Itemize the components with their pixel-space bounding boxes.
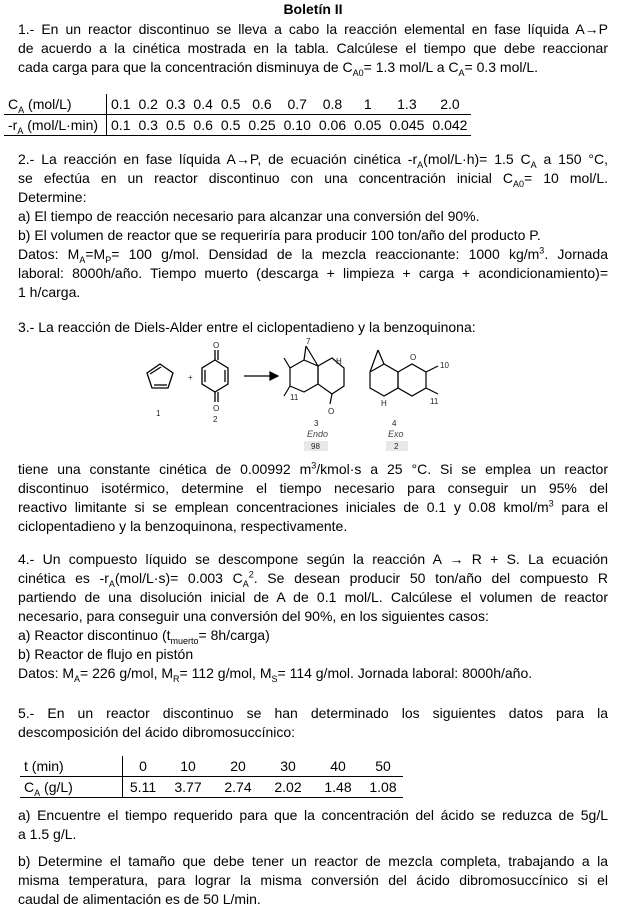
atom-11-label: 11 — [290, 393, 299, 402]
endo-caption: Endo — [307, 429, 329, 439]
table-row-label: t (min) — [20, 756, 123, 777]
exo-adduct-structure — [370, 350, 438, 396]
compound-1-label: 1 — [156, 409, 161, 418]
atom-7-label: 7 — [306, 338, 311, 346]
table-cell: 0.5 — [217, 94, 244, 115]
problem-4-line-3: partiendo de una disolución inicial de A de 0.1 mol/L. Calcúlese el volumen de reactor — [18, 589, 608, 605]
oxygen-label-bottom: O — [213, 404, 220, 413]
compound-2-label: 2 — [213, 415, 218, 424]
table-cell: 0.5 — [217, 115, 244, 136]
table-row — [4, 115, 471, 136]
problem-2-line-2: se efectúa en un reactor discontinuo con una concentración inicial $C_{A0}= 10$ mol/L. — [18, 170, 608, 189]
problem-3-line-3: discontinuo isotérmico, determine el tiempo necesario para conseguir un 95% del — [18, 480, 608, 496]
table-cell: 2.0 — [428, 94, 471, 115]
kinetics-table — [4, 94, 471, 136]
atom-10-label: 10 — [440, 361, 449, 370]
problem-2-line-5: b) El volumen de reactor que se requeriría para producir 100 ton/año del producto P. — [18, 227, 541, 243]
compound-3-label: 3 — [314, 419, 319, 428]
problem-2-line-1: 2.- La reacción en fase líquida A→P, de ecuación cinética $-r_A(mol/L\cdot h)= 1.5$ $C_A$ a 150 °C, — [18, 151, 608, 170]
problem-5-line-3: a) Encuentre el tiempo requerido para que la concentración del ácido se reduzca de 5g/L — [18, 807, 608, 823]
problem-2-line-6: Datos: $M_A=M_P= 100$ g/mol. Densidad de la mezcla reaccionante: 1000 $kg/m^3$. Jornada — [18, 245, 609, 265]
problem-5-questions — [18, 806, 608, 844]
problem-2-line-7: laboral: 8000h/año. Tiempo muerto (descarga + limpieza + carga + acondicionamiento)= — [18, 265, 608, 281]
problem-5-line-2: descomposición del ácido dibromosuccínico: — [18, 724, 296, 740]
oxygen-label: O — [328, 407, 335, 416]
cyclopentadiene-structure — [147, 364, 173, 388]
problem-4 — [18, 550, 608, 683]
benzoquinone-structure — [202, 350, 228, 402]
table-cell: 0.042 — [428, 115, 471, 136]
problem-4-line-5: a) Reactor discontinuo ($t_{muerto}=$ 8h/carga) — [18, 627, 270, 646]
problem-4-line-2: cinética es $-r_A(mol/L\cdot s)= 0.003$ $C_A^2$. Se desean producir 50 ton/año del compuesto R — [18, 569, 609, 589]
table-row-label: $-r_A$ (mol/L·min) — [4, 115, 107, 136]
problem-5 — [18, 704, 608, 742]
table-cell: 0.8 — [315, 94, 350, 115]
problem-5-questions-b — [18, 852, 608, 909]
table-cell: 0.1 — [107, 115, 135, 136]
table-cell: 0.1 — [107, 94, 135, 115]
page-title: Boletín II — [283, 1, 343, 17]
problem-1 — [18, 20, 608, 77]
table-cell: 2.74 — [213, 777, 263, 798]
problem-4-line-7: Datos: $M_A= 226$ g/mol, $M_R= 112$ g/mol, $M_S= 114$ g/mol. Jornada laboral: 8000h/año. — [18, 665, 533, 684]
exo-oxygen-label: O — [410, 353, 417, 362]
table-cell: 1.3 — [385, 94, 428, 115]
table-cell: 1.48 — [313, 777, 363, 798]
table-cell: 40 — [313, 756, 363, 777]
hydrogen-label: H — [336, 357, 342, 366]
table-cell: 10 — [163, 756, 213, 777]
problem-4-line-4: necesario, para conseguir una conversión del 90%, en los siguientes casos: — [18, 608, 489, 624]
problem-2-line-8: 1 h/carga. — [18, 284, 81, 300]
compound-4-label: 4 — [392, 419, 397, 428]
problem-5-line-4: a 1.5 g/L. — [18, 826, 77, 842]
problem-2-line-4: a) El tiempo de reacción necesario para alcanzar una conversión del 90%. — [18, 208, 480, 224]
table-cell: 0.4 — [189, 94, 216, 115]
table-cell: 30 — [263, 756, 313, 777]
exo-caption: Exo — [388, 429, 404, 439]
endo-yield: 98 — [311, 442, 320, 451]
table-cell: 0.10 — [280, 115, 315, 136]
reaction-arrow — [244, 372, 278, 380]
table-cell: 0.045 — [385, 115, 428, 136]
problem-3-line-1: 3.- La reacción de Diels-Alder entre el ciclopentadieno y la benzoquinona: — [18, 319, 476, 335]
problem-1-line-3: cada carga para que la concentración disminuya de $C_{A0}= 1.3$ mol/L a $C_A= 0.3$ mol/L. — [18, 59, 539, 78]
problem-3-intro — [18, 318, 608, 337]
problem-2 — [18, 150, 608, 302]
problem-1-line-2: de acuerdo a la cinética mostrada en la tabla. Calcúlese el tiempo que debe reaccionar — [18, 40, 608, 56]
table-cell: 5.11 — [123, 777, 164, 798]
table-cell: 0.5 — [162, 115, 189, 136]
table-row — [20, 756, 403, 777]
problem-3-line-4: reactivo limitante si se emplean concentraciones iniciales de 0.1 y 0.08 kmol/$m^3$ para el — [18, 498, 608, 515]
table-cell: 2.02 — [263, 777, 313, 798]
table-cell: 0.06 — [315, 115, 350, 136]
problem-3-line-5: ciclopentadieno y la benzoquinona, respectivamente. — [18, 518, 348, 534]
exo-yield: 2 — [394, 442, 399, 451]
table-cell: 3.77 — [163, 777, 213, 798]
problem-5-line-6: misma temperatura, para lograr la misma conversión del ácido dibromosuccínico si el — [18, 872, 608, 888]
table-cell: 0.05 — [350, 115, 385, 136]
concentration-table — [20, 756, 403, 798]
oxygen-label-top: O — [213, 341, 220, 350]
problem-4-line-1: 4.- Un compuesto líquido se descompone según la reacción A → R + S. La ecuación — [18, 551, 608, 567]
table-cell: 0.25 — [244, 115, 279, 136]
problem-5-line-7: caudal de alimentación es de 50 L/min. — [18, 891, 261, 907]
exo-atom-11-label: 11 — [430, 397, 439, 406]
table-row-label: $C_A$ (g/L) — [20, 777, 123, 798]
problem-2-line-3: Determine: — [18, 189, 87, 205]
exo-hydrogen-label: H — [381, 399, 387, 408]
table-cell: 0 — [123, 756, 164, 777]
problem-1-line-1: 1.- En un reactor discontinuo se lleva a cabo la reacción elemental en fase líquida A→P — [18, 21, 608, 37]
table-row — [4, 94, 471, 115]
table-cell: 0.3 — [162, 94, 189, 115]
table-cell: 1.08 — [363, 777, 403, 798]
problem-5-line-5: b) Determine el tamaño que debe tener un reactor de mezcla completa, trabajando a la — [18, 853, 608, 869]
problem-5-line-1: 5.- En un reactor discontinuo se han determinado los siguientes datos para la — [18, 705, 608, 721]
plus-sign: + — [188, 373, 193, 382]
table-cell: 0.6 — [244, 94, 279, 115]
table-cell: 0.7 — [280, 94, 315, 115]
diels-alder-figure — [140, 338, 480, 456]
table-row-label: $C_A$ (mol/L) — [4, 94, 107, 115]
table-cell: 0.3 — [134, 115, 161, 136]
table-cell: 50 — [363, 756, 403, 777]
table-cell: 20 — [213, 756, 263, 777]
problem-3-line-2: tiene una constante cinética de 0.00992 $m^3/kmol\cdot s$ a 25 °C. Si se emplea un reactor — [18, 460, 609, 477]
problem-3 — [18, 460, 608, 536]
table-cell: 0.2 — [134, 94, 161, 115]
problem-4-line-6: b) Reactor de flujo en pistón — [18, 646, 194, 662]
table-row — [20, 777, 403, 798]
table-cell: 0.6 — [189, 115, 216, 136]
table-cell: 1 — [350, 94, 385, 115]
